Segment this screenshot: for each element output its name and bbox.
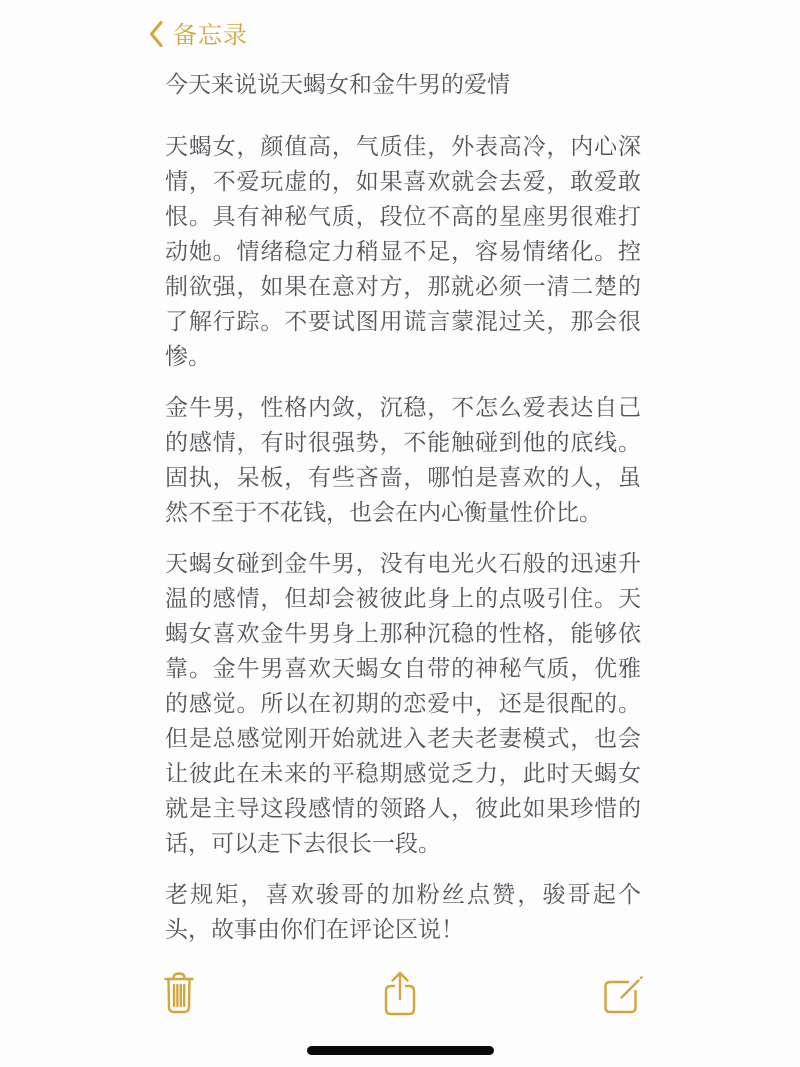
note-paragraph[interactable]: 老规矩，喜欢骏哥的加粉丝点赞，骏哥起个头，故事由你们在评论区说！ xyxy=(165,882,641,943)
delete-button[interactable] xyxy=(162,971,196,1015)
note-paragraph[interactable]: 天蝎女碰到金牛男，没有电光火石般的迅速升温的感情，但却会被彼此身上的点吸引住。天蝎女喜欢金牛男身上那种沉稳的性格，能够依靠。金牛男喜欢天蝎女自带的神秘气质，优雅的感觉。所以在初期的恋爱中，还是很配的。但是总感觉刚开始就进入老夫老妻模式，也会让彼此在未来的平稳期感觉乏力，此时天蝎女就是主导这段感情的领路人，彼此如果珍惜的话，可以走下去很长一段。 xyxy=(165,551,641,857)
note-title[interactable]: 今天来说说天蝎女和金牛男的爱情 xyxy=(165,72,510,98)
share-button[interactable] xyxy=(380,969,420,1019)
back-button-label: 备忘录 xyxy=(173,21,248,49)
chevron-left-icon xyxy=(148,20,164,51)
note-content[interactable] xyxy=(165,68,641,948)
compose-icon xyxy=(601,973,645,1017)
note-paragraph[interactable]: 天蝎女，颜值高，气质佳，外表高冷，内心深情，不爱玩虚的，如果喜欢就会去爱，敢爱敢恨。具有神秘气质，段位不高的星座男很难打动她。情绪稳定力稍显不足，容易情绪化。控制欲强，如果在意对方，那就必须一清二楚的了解行踪。不要试图用谎言蒙混过关，那会很惨。 xyxy=(165,134,641,370)
back-button[interactable] xyxy=(148,20,248,51)
note-paragraph[interactable]: 金牛男，性格内敛，沉稳，不怎么爱表达自己的感情，有时很强势，不能触碰到他的底线。固执，呆板，有些吝啬，哪怕是喜欢的人，虽然不至于不花钱，也会在内心衡量性价比。 xyxy=(165,395,641,526)
share-icon xyxy=(380,969,420,1019)
trash-icon xyxy=(162,971,196,1015)
compose-button[interactable] xyxy=(601,973,645,1017)
home-indicator[interactable] xyxy=(307,1046,494,1055)
